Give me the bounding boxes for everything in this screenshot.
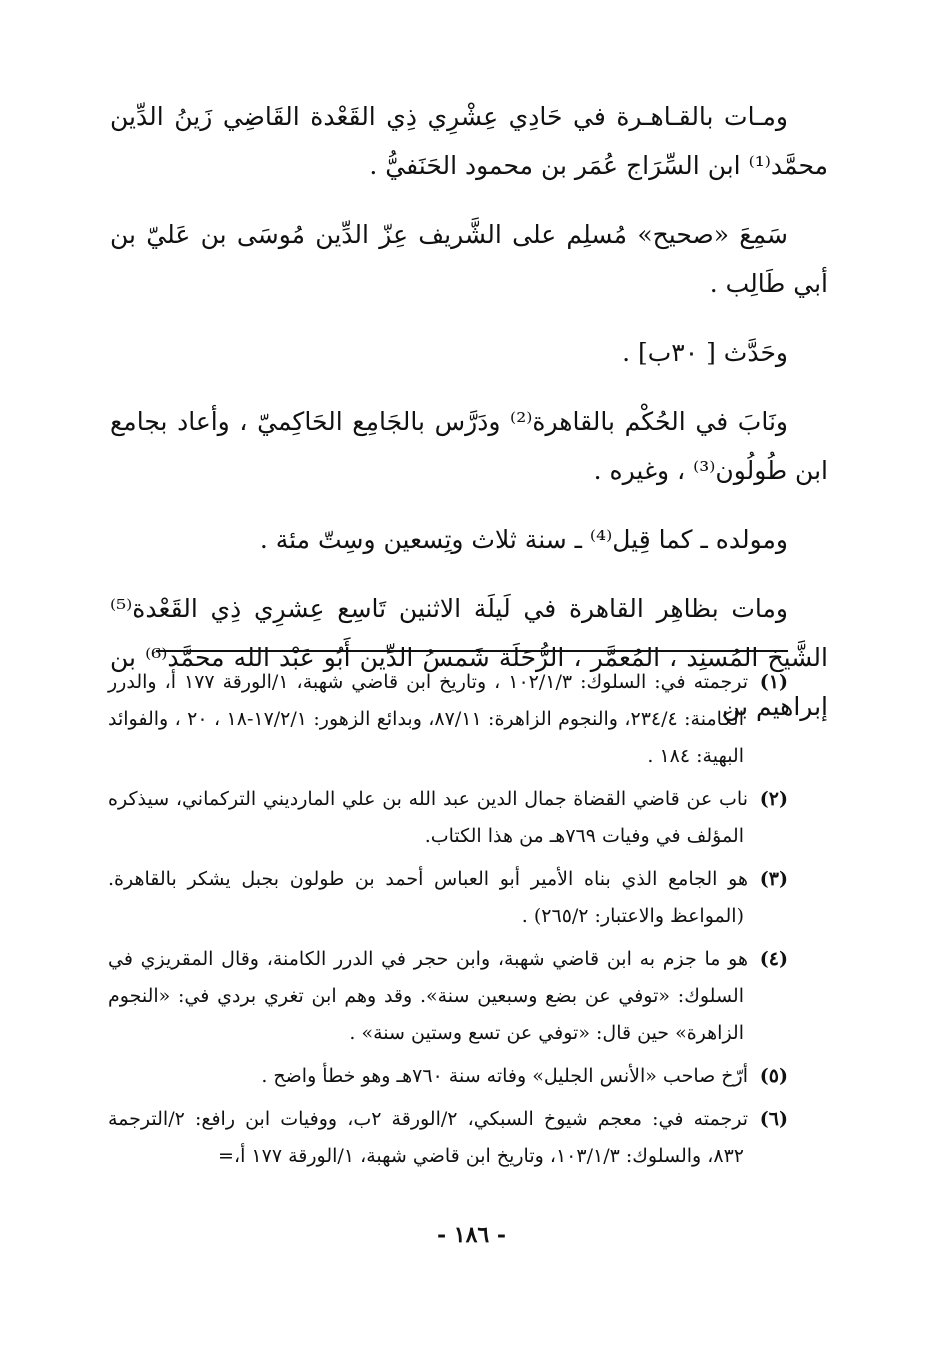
- paragraph-1: ومـات بالقـاهـرة في حَادِي عِشْرِي ذِي القَعْدة القَاضِي زَينُ الدِّين محمَّد⁽¹⁾ ابن السِّرَاج عُمَر بن محمود الحَنَفيُّ .: [110, 102, 828, 180]
- main-text: [110, 92, 828, 751]
- footnote-text: ترجمته في: معجم شيوخ السبكي، ٢/الورقة ٢ب، ووفيات ابن رافع: ٢/الترجمة ٨٣٢، والسلوك: ١٠٣/١/٣، وتاريخ ابن قاضي شهبة، ١/الورقة ١٧٧ أ،=: [108, 1108, 748, 1167]
- footnote-3: [108, 861, 788, 935]
- footnote-number: (٤): [759, 948, 788, 970]
- footnote-number: (٢): [759, 788, 788, 810]
- footnote-6: [108, 1101, 788, 1175]
- footnote-text: ترجمته في: السلوك: ١٠٢/١/٣ ، وتاريخ ابن قاضي شهبة، ١/الورقة ١٧٧ أ، والدرر الكامنة: ٢٣٤/٤، والنجوم الزاهرة: ٨٧/١١، وبدائع الزهور: ١٧/٢/١-١٨ ، ٢٠ ، والفوائد البهية: ١٨٤ .: [108, 671, 749, 767]
- footnote-4: [108, 941, 788, 1052]
- footnote-text: أرّخ صاحب «الأنس الجليل» وفاته سنة ٧٦٠هـ وهو خطأ واضح .: [261, 1065, 748, 1087]
- page-number: - ١٨٦ -: [436, 1222, 507, 1248]
- footnote-separator: [156, 650, 788, 652]
- footnote-2: [108, 781, 788, 855]
- footnote-number: (٣): [759, 868, 788, 890]
- footnotes: [108, 664, 788, 1181]
- paragraph-3: وحَدَّث [ ٣٠ب] .: [622, 338, 788, 367]
- paragraph-5: ومولده ـ كما قِيل⁽⁴⁾ ـ سنة ثلاث وتِسعين وسِتّ مئة .: [259, 525, 788, 554]
- paragraph-6: ومات بظاهِر القاهرة في لَيلَة الاثنين تَاسِع عِشرِي ذِي القَعْدة⁽⁵⁾ الشَّيخ المُسنِد ، المُعمَّر ، الرُّحَلَة شَمسُ الدِّين أَبُو عَبْد الله محمَّد⁽⁶⁾ بن إبراهيم بن: [110, 594, 828, 721]
- footnote-1: [108, 664, 788, 775]
- paragraph-4: ونَابَ في الحُكْم بالقاهرة⁽²⁾ ودَرَّس بالجَامِع الحَاكِميّ ، وأعاد بجامع ابن طُولُون⁽³⁾ ، وغيره .: [110, 407, 828, 485]
- paragraph-2: سَمِعَ «صحيح» مُسلِم على الشَّريف عِزّ الدِّين مُوسَى بن عَليّ بن أبي طَالِب .: [110, 220, 828, 298]
- footnote-text: هو الجامع الذي بناه الأمير أبو العباس أحمد بن طولون بجبل يشكر بالقاهرة. (المواعظ والاعتبار: ٢٦٥/٢) .: [108, 868, 748, 927]
- footnote-number: (٥): [759, 1065, 788, 1087]
- footnote-text: ناب عن قاضي القضاة جمال الدين عبد الله بن علي المارديني التركماني، سيذكره المؤلف في وفيات ٧٦٩هـ من هذا الكتاب.: [108, 788, 748, 847]
- footnote-text: هو ما جزم به ابن قاضي شهبة، وابن حجر في الدرر الكامنة، وقال المقريزي في السلوك: «توفي عن بضع وسبعين سنة». وقد وهم ابن تغري بردي في: «النجوم الزاهرة» حين قال: «توفي عن تسع وستين سنة» .: [108, 948, 748, 1044]
- footnote-number: (٦): [759, 1108, 788, 1130]
- footnote-5: [108, 1058, 788, 1095]
- footnote-number: (١): [759, 671, 789, 693]
